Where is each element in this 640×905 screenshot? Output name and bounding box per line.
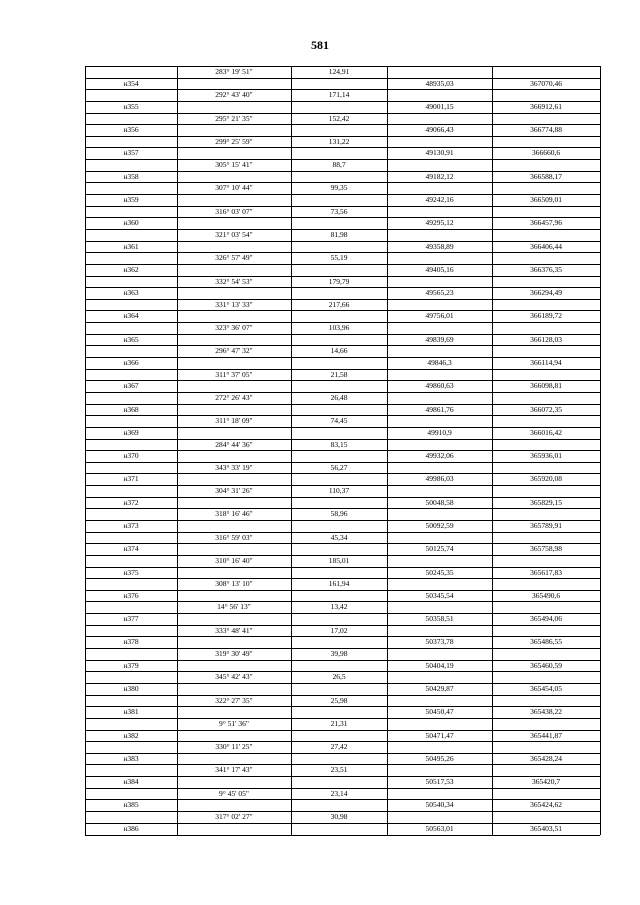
point-name: н385: [123, 800, 139, 810]
segment-row: [85, 323, 600, 335]
segment-length: 124,91: [328, 67, 350, 76]
direction-angle: 341° 17' 43": [215, 765, 253, 775]
point-row: [85, 335, 600, 347]
direction-angle: 316° 03' 07": [215, 206, 253, 216]
segment-length: 56,27: [330, 462, 348, 472]
point-row: [85, 172, 600, 184]
x-coordinate: 50450,47: [425, 707, 454, 717]
segment-row: [85, 719, 600, 731]
point-name: н357: [123, 148, 139, 158]
y-coordinate: 365486,55: [530, 637, 562, 647]
point-name: н364: [123, 311, 139, 321]
point-row: [85, 684, 600, 696]
direction-angle: 316° 59' 03": [215, 532, 253, 542]
segment-row: [85, 277, 600, 289]
segment-row: [85, 207, 600, 219]
direction-angle: 295° 21' 35": [215, 113, 253, 123]
point-name: н383: [123, 753, 139, 763]
x-coordinate: 50345,54: [425, 590, 454, 600]
point-name: н373: [123, 520, 139, 530]
y-coordinate: 366128,03: [530, 334, 562, 344]
column-divider: [291, 66, 292, 835]
segment-length: 73,56: [330, 206, 348, 216]
segment-row: [85, 440, 600, 452]
point-row: [85, 731, 600, 743]
x-coordinate: 50373,78: [425, 637, 454, 647]
y-coordinate: 366588,17: [530, 171, 562, 181]
point-name: н362: [123, 264, 139, 274]
y-coordinate: 366294,49: [530, 288, 562, 298]
segment-length: 185,01: [328, 555, 350, 565]
point-row: [85, 102, 600, 114]
point-name: н379: [123, 660, 139, 670]
segment-length: 217,66: [328, 299, 350, 309]
column-divider: [85, 66, 86, 835]
direction-angle: 326° 57' 49": [215, 253, 253, 263]
direction-angle: 323° 36' 07": [215, 323, 253, 333]
segment-length: 99,35: [330, 183, 348, 193]
y-coordinate: 366774,88: [530, 125, 562, 135]
point-name: н375: [123, 567, 139, 577]
direction-angle: 330° 11' 25": [215, 742, 253, 752]
y-coordinate: 365494,06: [530, 614, 562, 624]
page-number: 581: [311, 38, 329, 52]
segment-length: 58,96: [330, 509, 348, 519]
point-name: н380: [123, 683, 139, 693]
segment-row: [85, 556, 600, 568]
x-coordinate: 50517,53: [425, 777, 454, 787]
segment-row: [85, 253, 600, 265]
point-name: н355: [123, 101, 139, 111]
segment-length: 131,22: [328, 136, 350, 146]
point-row: [85, 521, 600, 533]
x-coordinate: 49846,3: [427, 358, 452, 368]
x-coordinate: 49565,23: [425, 288, 454, 298]
x-coordinate: 50471,47: [425, 730, 454, 740]
segment-length: 25,98: [330, 695, 348, 705]
segment-row: [85, 137, 600, 149]
x-coordinate: 50495,26: [425, 753, 454, 763]
direction-angle: 292° 43' 40": [215, 90, 253, 100]
segment-length: 81,98: [330, 229, 348, 239]
segment-row: [85, 90, 600, 102]
direction-angle: 14° 56' 13": [217, 602, 251, 612]
x-coordinate: 49860,63: [425, 381, 454, 391]
segment-row: [85, 230, 600, 242]
point-row: [85, 79, 600, 91]
point-name: н377: [123, 614, 139, 624]
segment-row: [85, 579, 600, 591]
x-coordinate: 49910,9: [427, 427, 452, 437]
direction-angle: 317° 02' 27": [215, 812, 253, 821]
y-coordinate: 366114,94: [530, 358, 562, 368]
y-coordinate: 365441,87: [530, 730, 562, 740]
direction-angle: 304° 31' 26": [215, 486, 253, 496]
segment-length: 30,98: [330, 812, 348, 821]
y-coordinate: 365424,62: [530, 800, 562, 810]
segment-row: [85, 765, 600, 777]
segment-row: [85, 160, 600, 172]
point-name: н368: [123, 404, 139, 414]
x-coordinate: 50429,87: [425, 683, 454, 693]
direction-angle: 333° 48' 41": [215, 625, 253, 635]
y-coordinate: 365454,05: [530, 683, 562, 693]
point-row: [85, 661, 600, 673]
x-coordinate: 49001,15: [425, 101, 454, 111]
direction-angle: 284° 44' 36": [215, 439, 253, 449]
column-divider: [387, 66, 388, 835]
direction-angle: 272° 26' 43": [215, 392, 253, 402]
x-coordinate: 50563,01: [425, 823, 454, 833]
x-coordinate: 49295,12: [425, 218, 454, 228]
segment-row: [85, 183, 600, 195]
x-coordinate: 50125,74: [425, 544, 454, 554]
segment-length: 45,34: [330, 532, 348, 542]
point-name: н386: [123, 823, 139, 833]
segment-length: 27,42: [330, 742, 348, 752]
x-coordinate: 48935,03: [425, 78, 454, 88]
direction-angle: 310° 16' 40": [215, 555, 253, 565]
segment-row: [85, 812, 600, 824]
segment-row: [85, 649, 600, 661]
point-row: [85, 451, 600, 463]
direction-angle: 9° 45' 05": [219, 788, 249, 798]
point-row: [85, 265, 600, 277]
x-coordinate: 49861,76: [425, 404, 454, 414]
x-coordinate: 49405,16: [425, 264, 454, 274]
direction-angle: 322° 27' 35": [215, 695, 253, 705]
x-coordinate: 49986,03: [425, 474, 454, 484]
point-row: [85, 544, 600, 556]
direction-angle: 332° 54' 53": [215, 276, 253, 286]
segment-row: [85, 533, 600, 545]
y-coordinate: 366660,6: [531, 148, 561, 158]
segment-row: [85, 509, 600, 521]
point-row: [85, 754, 600, 766]
direction-angle: 345° 42' 43": [215, 672, 253, 682]
segment-row: [85, 742, 600, 754]
point-name: н384: [123, 777, 139, 787]
segment-length: 161,94: [328, 579, 350, 589]
y-coordinate: 366406,44: [530, 241, 562, 251]
x-coordinate: 50404,19: [425, 660, 454, 670]
y-coordinate: 366376,35: [530, 264, 562, 274]
point-name: н358: [123, 171, 139, 181]
direction-angle: 319° 30' 49": [215, 649, 253, 659]
point-row: [85, 474, 600, 486]
segment-length: 26,48: [330, 392, 348, 402]
point-row: [85, 428, 600, 440]
x-coordinate: 49839,69: [425, 334, 454, 344]
point-row: [85, 311, 600, 323]
point-name: н378: [123, 637, 139, 647]
y-coordinate: 365403,51: [530, 823, 562, 833]
y-coordinate: 365460,59: [530, 660, 562, 670]
segment-length: 171,14: [328, 90, 350, 100]
segment-length: 17,02: [330, 625, 348, 635]
point-name: н367: [123, 381, 139, 391]
point-row: [85, 125, 600, 137]
point-row: [85, 707, 600, 719]
direction-angle: 307° 10' 44": [215, 183, 253, 193]
point-name: н381: [123, 707, 139, 717]
point-name: н365: [123, 334, 139, 344]
point-name: н363: [123, 288, 139, 298]
segment-row: [85, 67, 600, 79]
point-name: н370: [123, 451, 139, 461]
y-coordinate: 366016,42: [530, 427, 562, 437]
segment-length: 110,37: [328, 486, 350, 496]
segment-length: 13,42: [330, 602, 348, 612]
point-row: [85, 405, 600, 417]
point-row: [85, 498, 600, 510]
point-name: н376: [123, 590, 139, 600]
segment-row: [85, 789, 600, 801]
direction-angle: 331° 13' 33": [215, 299, 253, 309]
point-row: [85, 637, 600, 649]
direction-angle: 9° 51' 36": [219, 718, 249, 728]
point-row: [85, 614, 600, 626]
column-divider: [600, 66, 601, 835]
segment-length: 152,42: [328, 113, 350, 123]
point-name: н372: [123, 497, 139, 507]
x-coordinate: 50048,58: [425, 497, 454, 507]
direction-angle: 299° 25' 59": [215, 136, 253, 146]
column-divider: [177, 66, 178, 835]
segment-length: 21,31: [330, 718, 348, 728]
point-name: н366: [123, 358, 139, 368]
point-row: [85, 824, 600, 836]
column-divider: [492, 66, 493, 835]
point-name: н371: [123, 474, 139, 484]
x-coordinate: 49358,89: [425, 241, 454, 251]
point-row: [85, 591, 600, 603]
segment-row: [85, 346, 600, 358]
direction-angle: 311° 18' 09": [215, 416, 253, 426]
segment-row: [85, 696, 600, 708]
point-name: н356: [123, 125, 139, 135]
y-coordinate: 365438,22: [530, 707, 562, 717]
segment-length: 55,19: [330, 253, 348, 263]
y-coordinate: 366189,72: [530, 311, 562, 321]
point-name: н360: [123, 218, 139, 228]
point-row: [85, 800, 600, 812]
direction-angle: 321° 03' 54": [215, 229, 253, 239]
y-coordinate: 365789,91: [530, 520, 562, 530]
direction-angle: 308° 13' 10": [215, 579, 253, 589]
x-coordinate: 50358,51: [425, 614, 454, 624]
segment-row: [85, 114, 600, 126]
y-coordinate: 365829,15: [530, 497, 562, 507]
segment-row: [85, 672, 600, 684]
x-coordinate: 49242,16: [425, 195, 454, 205]
segment-length: 21,58: [330, 369, 348, 379]
direction-angle: 283° 19' 51": [215, 67, 253, 76]
point-name: н382: [123, 730, 139, 740]
direction-angle: 311° 37' 05": [215, 369, 253, 379]
y-coordinate: 365617,83: [530, 567, 562, 577]
y-coordinate: 365920,08: [530, 474, 562, 484]
point-row: [85, 288, 600, 300]
point-name: н374: [123, 544, 139, 554]
y-coordinate: 365936,01: [530, 451, 562, 461]
segment-row: [85, 463, 600, 475]
segment-length: 179,79: [328, 276, 350, 286]
y-coordinate: 366098,81: [530, 381, 562, 391]
segment-length: 14,66: [330, 346, 348, 356]
y-coordinate: 365758,98: [530, 544, 562, 554]
x-coordinate: 49182,12: [425, 171, 454, 181]
point-row: [85, 358, 600, 370]
point-row: [85, 381, 600, 393]
segment-length: 23,14: [330, 788, 348, 798]
y-coordinate: 365420,7: [531, 777, 561, 787]
x-coordinate: 49130,91: [425, 148, 454, 158]
segment-row: [85, 602, 600, 614]
y-coordinate: 366509,01: [530, 195, 562, 205]
segment-length: 23,51: [330, 765, 348, 775]
segment-length: 88,7: [332, 160, 346, 170]
y-coordinate: 365428,24: [530, 753, 562, 763]
segment-row: [85, 626, 600, 638]
point-name: н369: [123, 427, 139, 437]
point-row: [85, 148, 600, 160]
segment-row: [85, 486, 600, 498]
point-row: [85, 218, 600, 230]
segment-length: 83,15: [330, 439, 348, 449]
direction-angle: 305° 15' 41": [215, 160, 253, 170]
point-name: н361: [123, 241, 139, 251]
segment-row: [85, 416, 600, 428]
segment-row: [85, 393, 600, 405]
point-row: [85, 242, 600, 254]
y-coordinate: 367070,46: [530, 78, 562, 88]
direction-angle: 318° 16' 46": [215, 509, 253, 519]
segment-length: 39,98: [330, 649, 348, 659]
x-coordinate: 50245,35: [425, 567, 454, 577]
point-name: н359: [123, 195, 139, 205]
x-coordinate: 50092,59: [425, 520, 454, 530]
y-coordinate: 366457,96: [530, 218, 562, 228]
segment-length: 26,5: [332, 672, 346, 682]
y-coordinate: 366912,61: [530, 101, 562, 111]
segment-length: 103,96: [328, 323, 350, 333]
x-coordinate: 49932,06: [425, 451, 454, 461]
point-row: [85, 568, 600, 580]
direction-angle: 343° 33' 19": [215, 462, 253, 472]
x-coordinate: 49066,43: [425, 125, 454, 135]
segment-row: [85, 300, 600, 312]
point-name: н354: [123, 78, 139, 88]
x-coordinate: 49756,01: [425, 311, 454, 321]
direction-angle: 296° 47' 32": [215, 346, 253, 356]
segment-length: 74,45: [330, 416, 348, 426]
segment-row: [85, 370, 600, 382]
x-coordinate: 50540,34: [425, 800, 454, 810]
coordinates-table: [85, 66, 600, 836]
y-coordinate: 366072,35: [530, 404, 562, 414]
point-row: [85, 777, 600, 789]
point-row: [85, 195, 600, 207]
y-coordinate: 365490,6: [531, 590, 561, 600]
